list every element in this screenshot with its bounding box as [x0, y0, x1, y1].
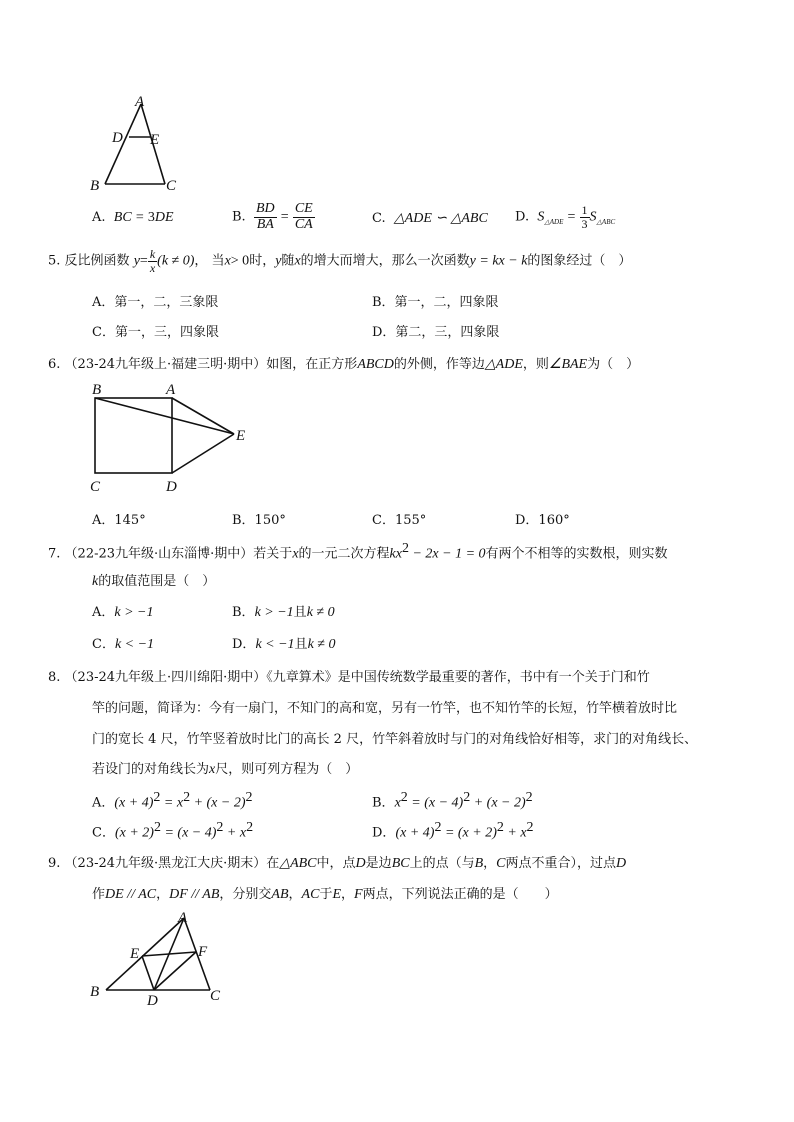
text: 于 — [319, 887, 333, 902]
option-label: A． — [92, 605, 115, 620]
q8-option-d — [372, 820, 534, 841]
option-label: A． — [92, 795, 115, 811]
text: ， — [483, 856, 497, 871]
q6-option-a: A．145° — [92, 513, 146, 528]
option-label: C． — [92, 825, 115, 841]
math: (x + 4) — [114, 795, 154, 811]
q7-option-b — [232, 601, 335, 621]
q7-option-a — [92, 601, 154, 621]
math: △ADE ∽ △ABC — [393, 211, 488, 226]
q5-option-b: B．第一，二，四象限 — [372, 295, 499, 310]
q4-option-b — [232, 202, 315, 232]
q7-stem-line1 — [48, 541, 668, 562]
text: ， — [194, 253, 208, 269]
text: 是边 — [365, 856, 392, 871]
fig-q9-label-f: F — [198, 944, 208, 960]
superscript: 2 — [401, 541, 409, 556]
option-label: B． — [372, 795, 395, 811]
q7-option-d — [232, 633, 335, 653]
q4-option-d — [515, 204, 615, 230]
math: AB — [271, 887, 289, 902]
fig-q4-label-c: C — [166, 178, 177, 194]
math: k < −1 — [114, 637, 155, 652]
question-number: 6. — [48, 357, 61, 372]
fig-q9-segment-df — [154, 952, 196, 990]
q8-option-b — [372, 790, 533, 811]
text: ，分别交 — [219, 887, 272, 902]
text: 的外侧，作等边 — [393, 357, 485, 372]
superscript: 2 — [245, 790, 253, 805]
text: 如图，在正方形 — [266, 357, 358, 372]
denominator: CA — [294, 216, 313, 232]
math: (k ≠ 0) — [157, 253, 195, 269]
q5-stem — [48, 248, 631, 274]
math: x — [394, 795, 401, 811]
source: （23-24九年级上·福建三明·期中） — [64, 357, 267, 372]
math: D — [355, 856, 366, 871]
fig-q6-label-a: A — [166, 382, 176, 398]
superscript: 2 — [400, 790, 408, 805]
math: = — [280, 209, 289, 225]
source: （22-23九年级·山东淄博·期中） — [64, 546, 254, 562]
text: 且 — [293, 605, 307, 620]
math: x — [224, 253, 231, 269]
superscript: 2 — [183, 790, 191, 805]
math: B — [474, 856, 484, 871]
q8-stem-line4 — [92, 758, 358, 778]
q8-stem-line1 — [48, 666, 650, 685]
fig-q4-label-d: D — [112, 130, 123, 146]
fig-q6-square — [95, 398, 172, 473]
numerator: BD — [255, 201, 275, 216]
math: y — [275, 253, 282, 269]
math: ABCD — [357, 357, 394, 372]
text: ， — [288, 887, 302, 902]
subscript: △ABC — [596, 218, 616, 227]
option-label: C. — [372, 211, 386, 226]
text: ， — [341, 887, 355, 902]
q6-stem — [48, 353, 639, 373]
superscript: 2 — [153, 820, 161, 835]
figure-q4-triangle — [80, 92, 190, 197]
q9-stem-line1 — [48, 852, 626, 872]
math: k > −1 — [114, 605, 154, 620]
fig-q6-label-d: D — [166, 479, 177, 495]
text: 时， — [249, 253, 276, 269]
fraction-bd-ba — [254, 202, 277, 232]
math: C — [496, 856, 506, 871]
text: 中，点 — [316, 856, 356, 871]
text: 两点，下列说法正确的是（ ） — [362, 887, 558, 902]
fig-q6-label-b: B — [92, 382, 102, 398]
math: k ≠ 0 — [306, 605, 335, 620]
question-number: 9. — [48, 856, 61, 871]
math: = (x − 4) — [160, 825, 217, 841]
text: 两点不重合），过点 — [505, 856, 617, 871]
fig-q9-label-e: E — [130, 946, 140, 962]
math: + x — [223, 825, 247, 841]
question-number: 8. — [48, 670, 61, 685]
text: 尺，则可列方程为（ ） — [215, 762, 359, 777]
q5-option-c: C．第一，三，四象限 — [92, 325, 219, 340]
option-label: D. — [515, 209, 530, 225]
math: y — [133, 253, 140, 269]
option-label: C． — [92, 637, 115, 652]
math: △ADE — [484, 357, 523, 372]
option-label: D． — [372, 825, 396, 841]
text: 的取值范围是（ ） — [98, 574, 216, 589]
fig-q6-side-ae — [172, 398, 234, 434]
math: S — [537, 209, 545, 225]
math: k — [92, 574, 99, 589]
superscript: 2 — [434, 820, 442, 835]
math: − 2x − 1 = 0 — [408, 546, 486, 562]
math: y = kx − k — [469, 253, 528, 269]
text: 当 — [211, 253, 225, 269]
q8-option-c — [92, 820, 253, 841]
fig-q4-label-a: A — [135, 94, 145, 110]
math: = — [567, 209, 576, 225]
fig-q9-label-b: B — [90, 984, 100, 1000]
math: = (x − 4) — [407, 795, 464, 811]
text: ， — [156, 887, 170, 902]
text: 上的点（与 — [409, 856, 475, 871]
option-label: B. — [232, 209, 246, 225]
text: 为（ ） — [587, 357, 640, 372]
fraction-one-third — [580, 204, 590, 230]
fig-q4-side-ab — [105, 104, 141, 184]
figure-q9-triangle — [84, 908, 244, 1008]
math: = x — [160, 795, 184, 811]
q5-option-a: A．第一，二，三象限 — [92, 295, 219, 310]
text: 在 — [266, 856, 280, 871]
math: S — [589, 209, 597, 225]
text: 若设门的对角线长为 — [92, 762, 210, 777]
superscript: 2 — [463, 790, 471, 805]
math: BC — [391, 856, 410, 871]
numerator: CE — [294, 201, 313, 216]
math: + x — [503, 825, 527, 841]
q5-option-d: D．第二，三，四象限 — [372, 325, 500, 340]
text: ，则 — [522, 357, 549, 372]
superscript: 2 — [246, 820, 254, 835]
math: x — [292, 546, 299, 562]
math: (x + 2) — [114, 825, 154, 841]
q8-stem-line2: 竿的问题，简译为：今有一扇门，不知门的高和宽，另有一竹竿，也不知竹竿的长短，竹竿横着放时比 — [92, 701, 678, 716]
text: （23-24九年级上·四川绵阳·期中）《九章算术》是中国传统数学最重要的著作，书中有一个关于门和竹 — [64, 670, 650, 685]
denominator: x — [149, 260, 156, 275]
math: F — [354, 887, 363, 902]
superscript: 2 — [216, 820, 224, 835]
question-number: 7. — [48, 546, 61, 562]
q4-option-a — [92, 210, 174, 226]
math: = — [135, 210, 144, 225]
denominator: 3 — [581, 216, 588, 231]
fraction-k-x — [148, 248, 157, 274]
denominator: BA — [256, 216, 274, 232]
math: x — [294, 253, 301, 269]
math: x — [209, 762, 216, 777]
option-label: D． — [232, 637, 256, 652]
math: + (x − 2) — [470, 795, 526, 811]
text: 的一元二次方程 — [298, 546, 390, 562]
math: DF // AB — [169, 887, 220, 902]
math: 3 — [147, 210, 155, 225]
fig-q9-label-a: A — [178, 910, 188, 926]
math: AC — [301, 887, 320, 902]
q8-stem-line3: 门的宽长 4 尺，竹竿竖着放时比门的高长 2 尺，竹竿斜着放时与门的对角线恰好相等，求门的对角线长、 — [92, 732, 698, 747]
option-label: B． — [232, 605, 255, 620]
q6-option-c: C．155° — [372, 513, 427, 528]
question-number: 5. — [48, 253, 61, 269]
text: 且 — [294, 637, 308, 652]
math: E — [332, 887, 342, 902]
q6-option-b: B．150° — [232, 513, 286, 528]
math: > 0 — [230, 253, 250, 269]
math: k > −1 — [254, 605, 294, 620]
fig-q9-label-d: D — [147, 993, 158, 1008]
math: + (x − 2) — [190, 795, 246, 811]
q8-option-a — [92, 790, 253, 811]
source: （23-24九年级·黑龙江大庆·期末） — [64, 856, 267, 871]
fig-q6-side-de — [172, 434, 234, 473]
text: 作 — [92, 887, 106, 902]
math: BC — [113, 210, 132, 225]
q4-option-c — [372, 210, 488, 227]
text: 若关于 — [253, 546, 293, 562]
subscript: △ADE — [544, 218, 564, 227]
math: DE // AC — [105, 887, 157, 902]
option-label: A. — [92, 210, 106, 225]
fig-q6-segment-be — [95, 398, 234, 434]
fraction-ce-ca — [293, 202, 315, 232]
text: 的图象经过（ ） — [527, 253, 632, 269]
q7-option-c — [92, 633, 154, 653]
q7-stem-line2 — [92, 570, 215, 590]
math: k ≠ 0 — [307, 637, 336, 652]
text: 的增大而增大，那么一次函数 — [300, 253, 470, 269]
fig-q6-label-c: C — [90, 479, 101, 495]
math: kx — [389, 546, 402, 562]
fig-q6-label-e: E — [236, 428, 246, 444]
math: (x + 4) — [395, 825, 435, 841]
math: D — [616, 856, 627, 871]
superscript: 2 — [526, 820, 534, 835]
text: 有两个不相等的实数根，则实数 — [485, 546, 668, 562]
fig-q9-label-c: C — [210, 988, 221, 1004]
math: k < −1 — [255, 637, 295, 652]
math: = — [139, 253, 148, 269]
figure-q6-square-triangle — [82, 378, 272, 496]
fig-q9-segment-de — [142, 956, 154, 990]
text: 反比例函数 — [64, 253, 130, 269]
superscript: 2 — [153, 790, 161, 805]
math: = (x + 2) — [441, 825, 497, 841]
math: △ABC — [279, 856, 317, 871]
math: DE — [154, 210, 174, 225]
superscript: 2 — [496, 820, 504, 835]
q6-option-d: D．160° — [515, 513, 570, 528]
q9-stem-line2 — [92, 883, 558, 903]
fig-q4-label-b: B — [90, 178, 100, 194]
text: 随 — [281, 253, 295, 269]
fig-q4-label-e: E — [150, 132, 160, 148]
numerator: k — [149, 247, 156, 261]
superscript: 2 — [525, 790, 533, 805]
numerator: 1 — [581, 203, 588, 217]
math: ∠BAE — [548, 357, 588, 372]
